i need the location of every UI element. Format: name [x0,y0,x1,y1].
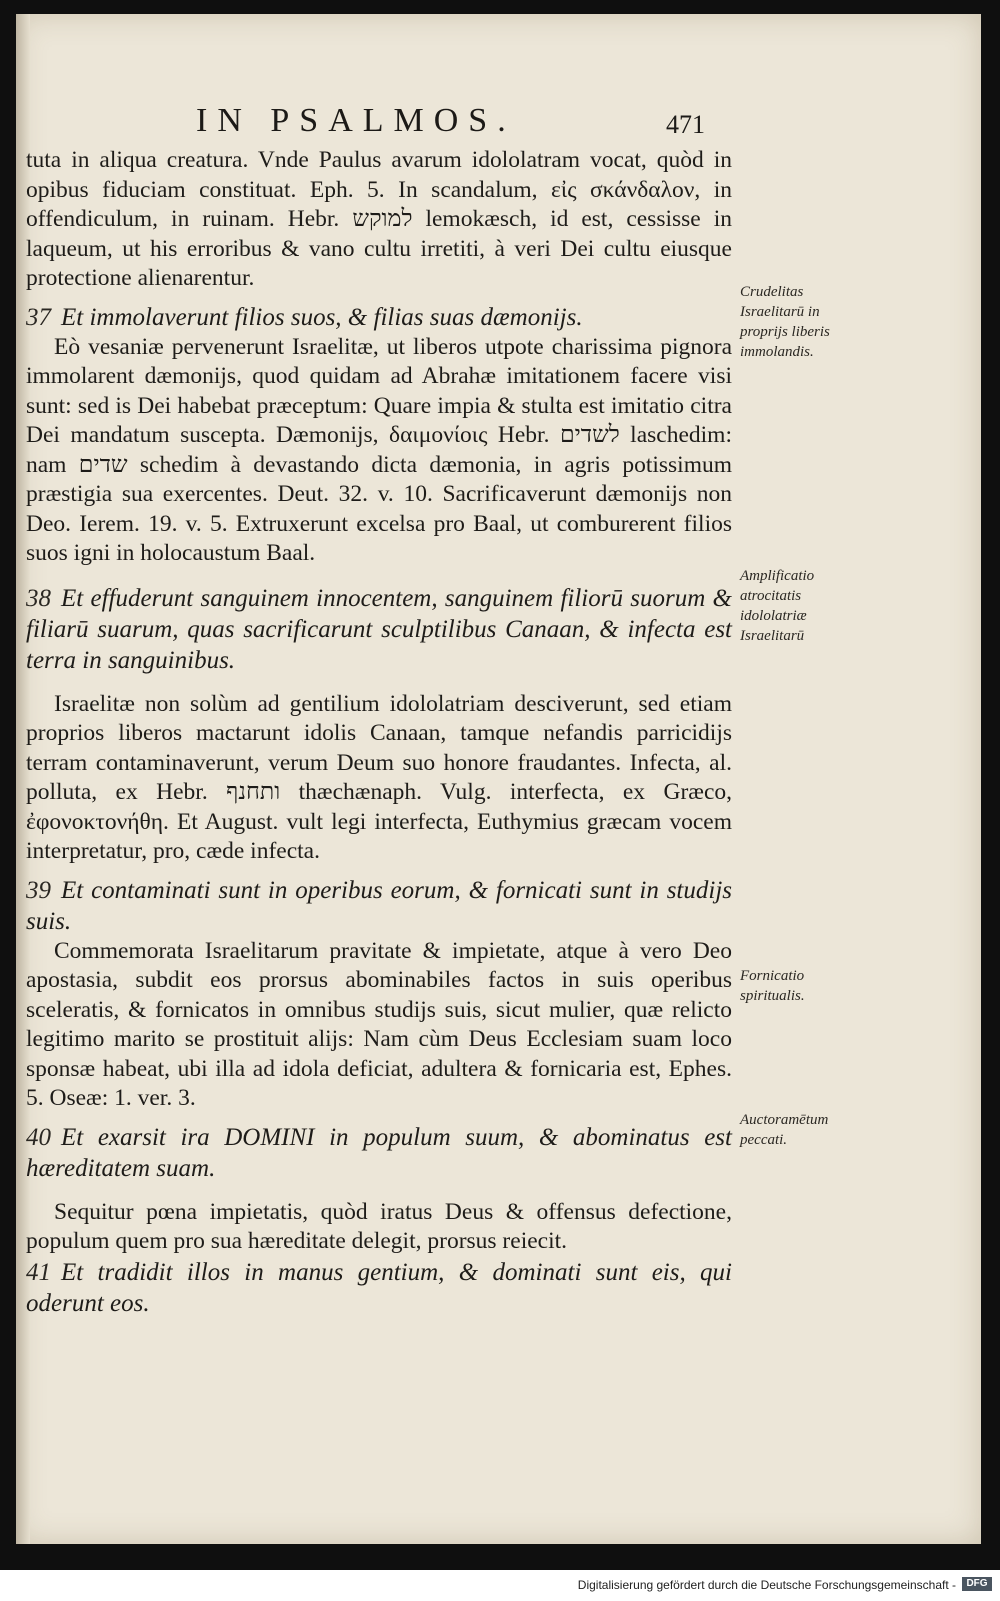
verse-41 [26,1257,732,1319]
verse-37 [26,302,732,333]
verse-38 [26,583,732,676]
footer [0,1574,1000,1596]
paragraph: tuta in aliqua creatura. Vnde Paulus avarum idololatram vocat, quòd in opibus fiduciam constituat. Eph. 5. In scandalum, εἰς σκάνδαλον, in offendiculum, in ruinam. Hebr. למוקש lemokæsch, id est, cessisse in laqueum, ut his erroribus & vano cultu irretiti, à veri Dei cultu eiusque protectione alienarentur. [26,147,732,291]
verse-number: 39 [26,876,51,904]
verse-number: 41 [26,1258,51,1286]
footer-credit: Digitalisierung gefördert durch die Deutsche Forschungsgemeinschaft - [577,1578,956,1592]
verse-number: 38 [26,584,51,612]
verse-number: 40 [26,1123,51,1151]
main-text [26,146,732,1319]
margin-note: Crudelitas Israelitarū in proprijs liberis immolandis. [740,284,830,360]
verse-40 [26,1122,732,1184]
verse-number: 37 [26,303,51,331]
paragraph: Israelitæ non solùm ad gentilium idololatriam desciverunt, sed etiam proprios liberos mactarunt idolis Canaan, tamque nefandis parricidijs terram contaminaverunt, verum Deum suo honore fraudantes. Infecta, al. polluta, ex Hebr. ותחנף thæchænaph. Vulg. interfecta, ex Græco, ἐφονοκτονήθη. Et August. vult legi interfecta, Euthymius græcam vocem interpretatur, pro, cæde infecta. [26,690,732,864]
book-page [16,14,981,1544]
margin-note: Auctoramētum peccati. [740,1112,829,1148]
paragraph: Sequitur pœna impietatis, quòd iratus Deus & offensus defectione, populum quem pro sua hæreditate delegit, prorsus reiecit. [26,1198,732,1254]
verse-text: Et contaminati sunt in operibus eorum, & fornicati sunt in studijs suis. [26,876,732,935]
verse-39 [26,875,732,937]
margin-note: Fornicatio spiritualis. [740,968,805,1004]
verse-text: Et effuderunt sanguinem innocentem, sanguinem filiorū suorum & filiarū suarum, quas sacrificarunt sculptilibus Canaan, & infecta est terra in sanguinibus. [26,584,732,674]
verse-text: Et immolaverunt filios suos, & filias suas dæmonijs. [61,303,583,331]
paragraph: Eò vesaniæ pervenerunt Israelitæ, ut liberos utpote charissima pignora immolarent dæmonijs, quod quidam ad Abrahæ imitationem facere visi sunt: sed is Dei habebat præceptum: Quare impia & stulta est imitatio citra Dei mandatum suscepta. Dæmonijs, δαιμονίοις Hebr. לשדים laschedim: nam שדים schedim à devastando dicta dæmonia, in agris potissimum præstigia sua exercentes. Deut. 32. v. 10. Sacrificaverunt dæmonijs non Deo. Ierem. 19. v. 5. Extruxerunt excelsa pro Baal, ut comburerent filios suos igni in holocaustum Baal. [26,333,733,566]
dfg-logo: DFG [962,1577,992,1591]
verse-text: Et tradidit illos in manus gentium, & dominati sunt eis, qui oderunt eos. [26,1258,732,1317]
paragraph: Commemorata Israelitarum pravitate & impietate, atque à vero Deo apostasia, subdit eos prorsus abominabiles factos in suis operibus sceleratis, & fornicatos in omnibus studijs suis, sicut mulier, quæ relicto legitimo marito se prostituit alijs: Nam cùm Deus Ecclesiam suam loco sponsæ habeat, ubi illa ad idola deficiat, adultera & fornicaria est, Ephes. 5. Oseæ: 1. ver. 3. [26,937,732,1111]
page-header [16,102,981,152]
page-number: 471 [666,110,705,139]
verse-text: Et exarsit ira DOMINI in populum suum, & abominatus est hæreditatem suam. [26,1123,732,1182]
margin-note: Amplificatio atrocitatis idololatriæ Israelitarū [740,568,815,644]
running-title: IN PSALMOS. [196,102,516,139]
